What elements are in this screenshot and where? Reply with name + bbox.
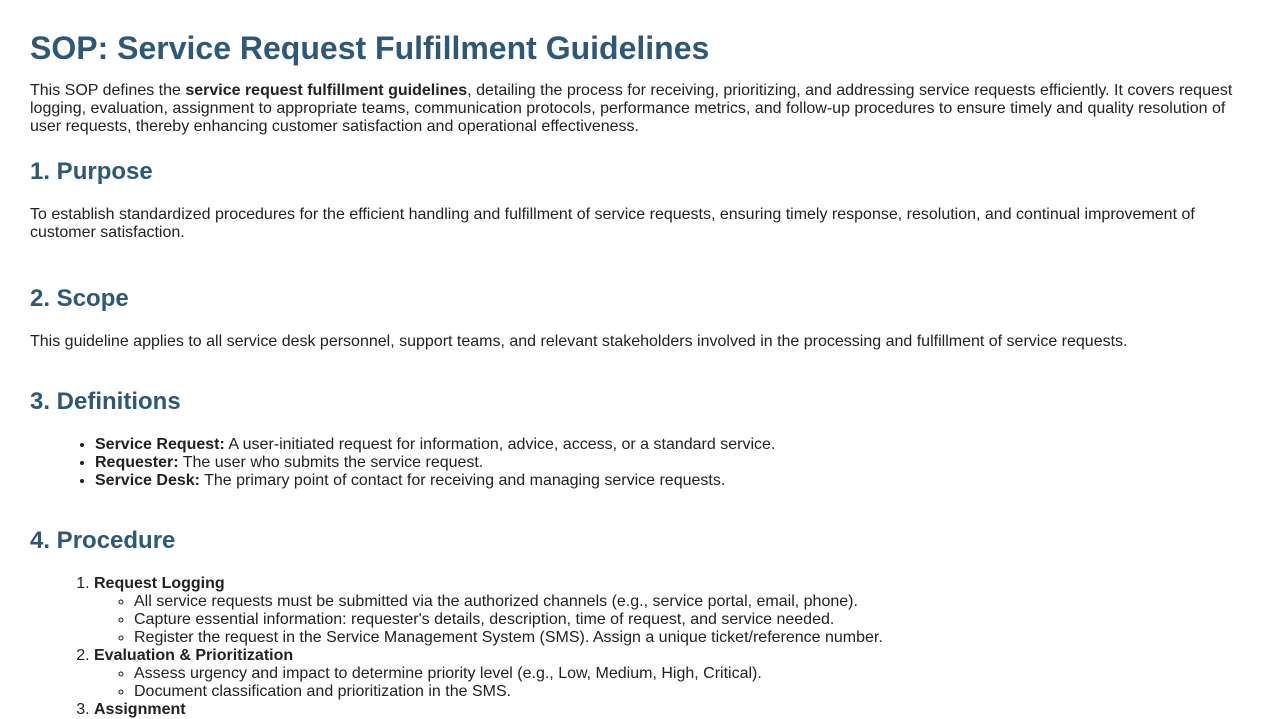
definition-term: Requester: — [95, 454, 179, 471]
procedure-substep: ◦ Assess urgency and impact to determine priority level (e.g., Low, Medium, High, Critical). — [134, 665, 1233, 683]
procedure-substep: ◦ Capture essential information: requester's details, description, time of request, and service needed. — [134, 611, 1233, 629]
procedure-substeps-list — [94, 593, 1233, 647]
scope-paragraph: This guideline applies to all service desk personnel, support teams, and relevant stakeholders involved in the processing and fulfillment of service requests. — [30, 333, 1128, 350]
procedure-substep: ◦ Register the request in the Service Management System (SMS). Assign a unique ticket/reference number. — [134, 629, 1233, 647]
intro-bold-phrase: service request fulfillment guidelines — [185, 82, 468, 99]
procedure-substep: ◦ Document classification and prioritization in the SMS. — [134, 683, 1233, 701]
procedure-step — [94, 701, 1233, 719]
definition-text: The primary point of contact for receiving and managing service requests. — [199, 472, 726, 489]
procedure-step-title: Request Logging — [94, 575, 225, 592]
definition-text: A user-initiated request for information, advice, access, or a standard service. — [224, 436, 776, 453]
definition-item — [95, 454, 1233, 472]
procedure-step-title: Assignment — [94, 701, 186, 718]
purpose-paragraph: To establish standardized procedures for the efficient handling and fulfillment of service requests, ensuring timely response, resolution, and continual improvement of customer satisfaction. — [30, 206, 1195, 241]
intro-text-end: , detailing the process for receiving, prioritizing, and addressing service requests efficiently. It covers request logging, evaluation, assignment to appropriate teams, communication protocols, performance metrics, and follow-up procedures to ensure timely and quality resolution of user requests, thereby enhancing customer satisfaction and operational effectiveness. — [30, 82, 1233, 135]
definition-term: Service Desk: — [95, 472, 200, 489]
definitions-list — [30, 436, 1233, 490]
definition-text: The user who submits the service request. — [178, 454, 484, 471]
procedure-step-title: Evaluation & Prioritization — [94, 647, 294, 664]
section-heading-scope: 2. Scope — [30, 285, 129, 312]
procedure-substep: ◦ All service requests must be submitted via the authorized channels (e.g., service portal, email, phone). — [134, 593, 1233, 611]
section-heading-definitions: 3. Definitions — [30, 388, 181, 415]
procedure-step — [94, 647, 1233, 701]
procedure-steps-list — [30, 575, 1233, 719]
definition-item — [95, 472, 1233, 490]
section-heading-purpose: 1. Purpose — [30, 158, 153, 185]
section-heading-procedure: 4. Procedure — [30, 527, 176, 554]
intro-text-start: This SOP defines the — [30, 82, 186, 99]
definition-item — [95, 436, 1233, 454]
definition-term: Service Request: — [95, 436, 225, 453]
page-title: SOP: Service Request Fulfillment Guidelines — [30, 30, 710, 66]
intro-paragraph — [30, 82, 1233, 136]
procedure-substeps-list — [94, 665, 1233, 701]
procedure-step — [94, 575, 1233, 647]
